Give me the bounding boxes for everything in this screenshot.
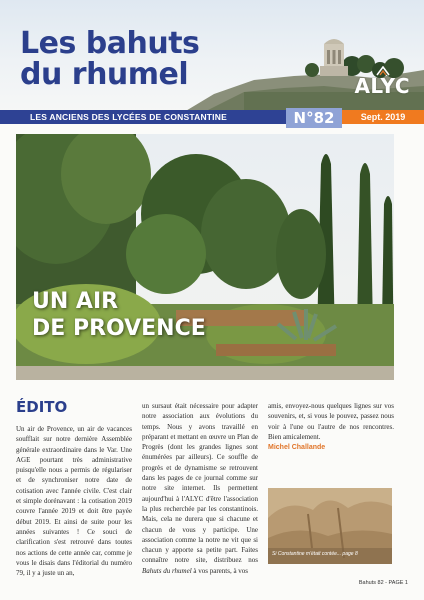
publication-title	[20, 28, 199, 90]
edito-column-3-text: amis, envoyez-nous quelques lignes sur vos souvenirs, et, si vous le pouvez, passez nous voir à l'une ou l'autre de nos rencontres. Bien amicalement.	[268, 402, 394, 441]
edito-column-2	[142, 401, 258, 576]
issue-date: Sept. 2019	[342, 110, 424, 124]
title-line-1: Les bahuts	[20, 26, 200, 61]
hero-headline	[32, 288, 206, 342]
title-line-2: du rhumel	[20, 57, 189, 92]
photo-caption: Si Constantine m'était contée... page 8	[272, 551, 358, 557]
page-footer: Bahuts 82 - PAGE 1	[358, 580, 408, 586]
edito-column-2-text-b: à vos parents, à vos	[193, 566, 249, 575]
alyc-logo: ALYC	[354, 74, 410, 98]
masthead	[0, 0, 424, 112]
edito-column-1-text: Un air de Provence, un air de vacances soufflait sur notre dernière Assemblée générale extraordinaire dans le Var. Une AGE pourtant très administrative puisqu'elle nous a permis de régulariser et de synchroniser notre date de cotisation avec l'année civile. C'est clair et simple dorénavant : la cotisation 2019 couvre l'année 2019 et doit être payée début 2019. Et ainsi de suite pour les années suivantes ! Ce souci de clarification s'est retrouvé dans toutes nos actions de cette année car, comme je vous le disais dans l'éditorial du numéro 79, il y a juste un an,	[16, 425, 132, 578]
edito-column-2-text	[142, 401, 258, 576]
hero-headline-line-1: UN AIR	[32, 289, 119, 314]
edito-column-1	[16, 424, 132, 578]
edito-column-2-italic: Bahuts du rhumel	[142, 566, 192, 575]
edito-heading: ÉDITO	[16, 398, 68, 416]
edito-column-2-text-a: un sursaut était nécessaire pour adapter notre association aux évolutions du temps. Nous y avons travaillé en préparant et mettant en œuvre un Plan de Progrès (dont les grandes lignes sont énumérées par ailleurs). Ce souffle de progrès et de dynamisme se retrouvent dans les pages de ce journal comme sur notre site internet. Ils permettent aujourd'hui à l'ALYC d'être l'association la plus recherchée par les constantinois. Mais, cela ne durera que si chacune et chacun de vous y participe. Une association comme la notre ne vit que si chacun y apporte sa petite part. Faites connaître notre site, distribuez nos	[142, 402, 258, 565]
hero-headline-line-2: DE PROVENCE	[32, 316, 206, 341]
issue-number: N°82	[286, 108, 342, 128]
hero-garden-photo	[16, 134, 394, 380]
edito-signature: Michel Challande	[268, 444, 326, 451]
subtitle-band: LES ANCIENS DES LYCÉES DE CONSTANTINE	[0, 110, 300, 124]
edito-column-3	[268, 401, 394, 442]
garden-illustration	[16, 134, 394, 380]
